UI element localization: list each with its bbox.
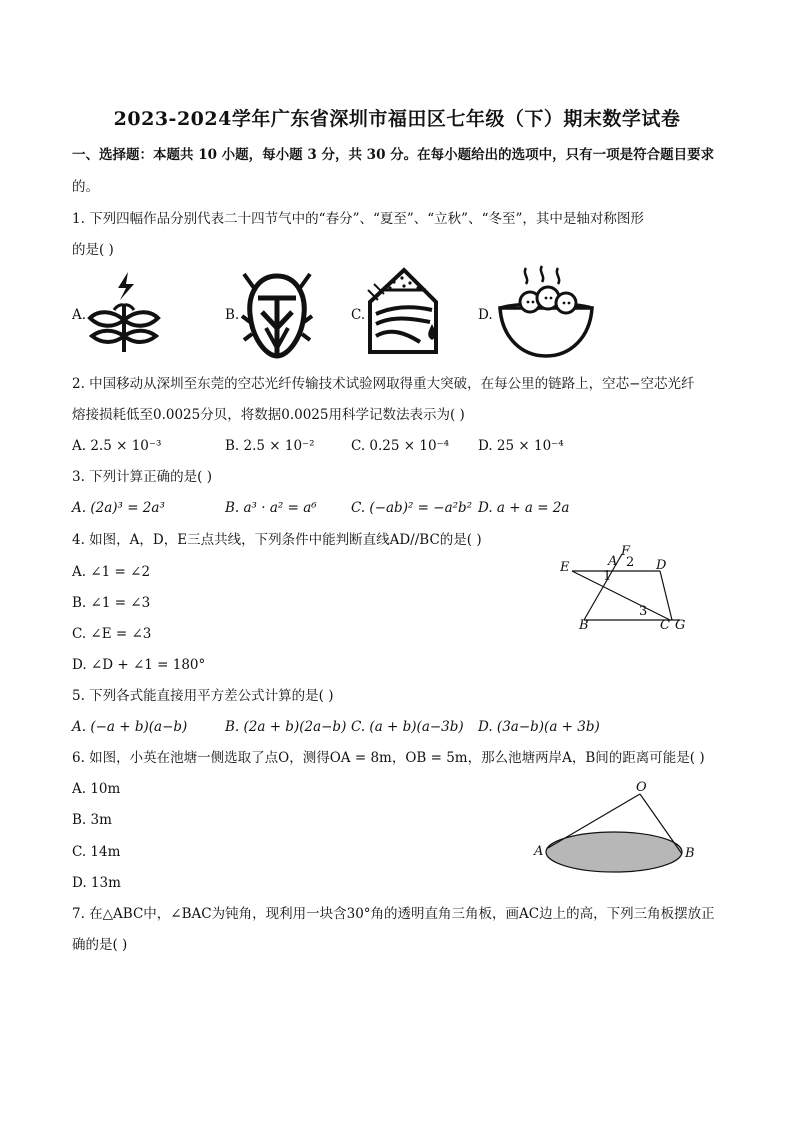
q6-label-o: O — [636, 780, 647, 795]
q1-option-d-label: D. — [478, 307, 493, 323]
q1-option-b-label: B. — [225, 307, 240, 323]
q4-label-d: D — [656, 558, 667, 573]
q3-stem: 3. 下列计算正确的是( ) — [72, 469, 212, 485]
q2-option-a: A. 2.5 × 10⁻³ — [72, 438, 162, 454]
q3-option-a: A. (2a)³ = 2a³ — [72, 500, 165, 516]
q4-label-3: 3 — [639, 604, 648, 619]
q4-label-b: B — [579, 618, 589, 633]
q4-label-c: C — [660, 618, 670, 633]
q1-stem-line2: 的是( ) — [72, 242, 114, 258]
q2-stem-line1: 2. 中国移动从深圳至东莞的空芯光纤传输技术试验网取得重大突破，在每公里的链路上，空芯−空芯光纤 — [72, 376, 695, 392]
autumn-begins-landscape-icon — [364, 266, 444, 356]
q1-option-a-label: A. — [72, 307, 87, 323]
spring-equinox-plant-icon — [84, 270, 164, 352]
q4-label-a: A — [608, 554, 618, 569]
q4-option-c: C. ∠E = ∠3 — [72, 626, 152, 642]
q3-option-d: D. a + a = 2a — [478, 500, 570, 516]
q1-option-c-label: C. — [351, 307, 366, 323]
q6-label-a: A — [534, 844, 544, 859]
page-title: 2023-2024学年广东省深圳市福田区七年级（下）期末数学试卷 — [113, 108, 681, 130]
q6-pond-figure — [528, 778, 708, 878]
q6-option-a: A. 10m — [72, 781, 121, 797]
q2-option-d: D. 25 × 10⁻⁴ — [478, 438, 564, 454]
q5-option-c: C. (a + b)(a−3b) — [351, 719, 464, 735]
q5-option-d: D. (3a−b)(a + 3b) — [478, 719, 600, 735]
q6-label-b: B — [685, 846, 695, 861]
q6-option-d: D. 13m — [72, 875, 121, 891]
q3-option-b: B. a³ · a² = a⁶ — [225, 500, 317, 516]
q4-label-f: F — [621, 544, 631, 559]
q2-option-b: B. 2.5 × 10⁻² — [225, 438, 315, 454]
q5-option-a: A. (−a + b)(a−b) — [72, 719, 188, 735]
summer-solstice-cicada-icon — [240, 268, 314, 360]
q4-label-g: G — [675, 618, 686, 633]
q2-option-c: C. 0.25 × 10⁻⁴ — [351, 438, 450, 454]
q4-stem: 4. 如图，A，D，E三点共线，下列条件中能判断直线AD//BC的是( ) — [72, 532, 482, 548]
q4-label-2: 2 — [626, 555, 635, 570]
q2-stem-line2: 熔接损耗低至0.0025分贝，将数据0.0025用科学记数法表示为( ) — [72, 407, 465, 423]
q7-stem-line2: 确的是( ) — [72, 937, 128, 953]
q4-label-1: 1 — [603, 569, 612, 584]
q5-option-b: B. (2a + b)(2a−b) — [225, 719, 347, 735]
q4-option-a: A. ∠1 = ∠2 — [72, 564, 151, 580]
q1-stem-line1: 1. 下列四幅作品分别代表二十四节气中的“春分”、“夏至”、“立秋”、“冬至”，其中是轴对称图形 — [72, 211, 644, 227]
section-heading: 一、选择题：本题共 10 小题，每小题 3 分，共 30 分。在每小题给出的选项中，只有一项是符合题目要求 — [72, 147, 715, 163]
q3-option-c: C. (−ab)² = −a²b² — [351, 500, 473, 516]
q5-stem: 5. 下列各式能直接用平方差公式计算的是( ) — [72, 688, 334, 704]
q4-option-d: D. ∠D + ∠1 = 180° — [72, 657, 206, 673]
q4-label-e: E — [560, 560, 570, 575]
section-heading-cont: 的。 — [72, 179, 99, 195]
q7-stem-line1: 7. 在△ABC中，∠BAC为钝角，现利用一块含30°角的透明直角三角板，画AC边上的高，下列三角板摆放正 — [72, 906, 715, 922]
q6-option-b: B. 3m — [72, 812, 112, 828]
winter-solstice-bowl-icon — [494, 264, 598, 360]
q6-option-c: C. 14m — [72, 844, 121, 860]
q4-geometry-figure — [556, 540, 696, 636]
q6-stem: 6. 如图，小英在池塘一侧选取了点O，测得OA = 8m，OB = 5m，那么池塘两岸A，B间的距离可能是( ) — [72, 750, 705, 766]
q4-option-b: B. ∠1 = ∠3 — [72, 595, 151, 611]
